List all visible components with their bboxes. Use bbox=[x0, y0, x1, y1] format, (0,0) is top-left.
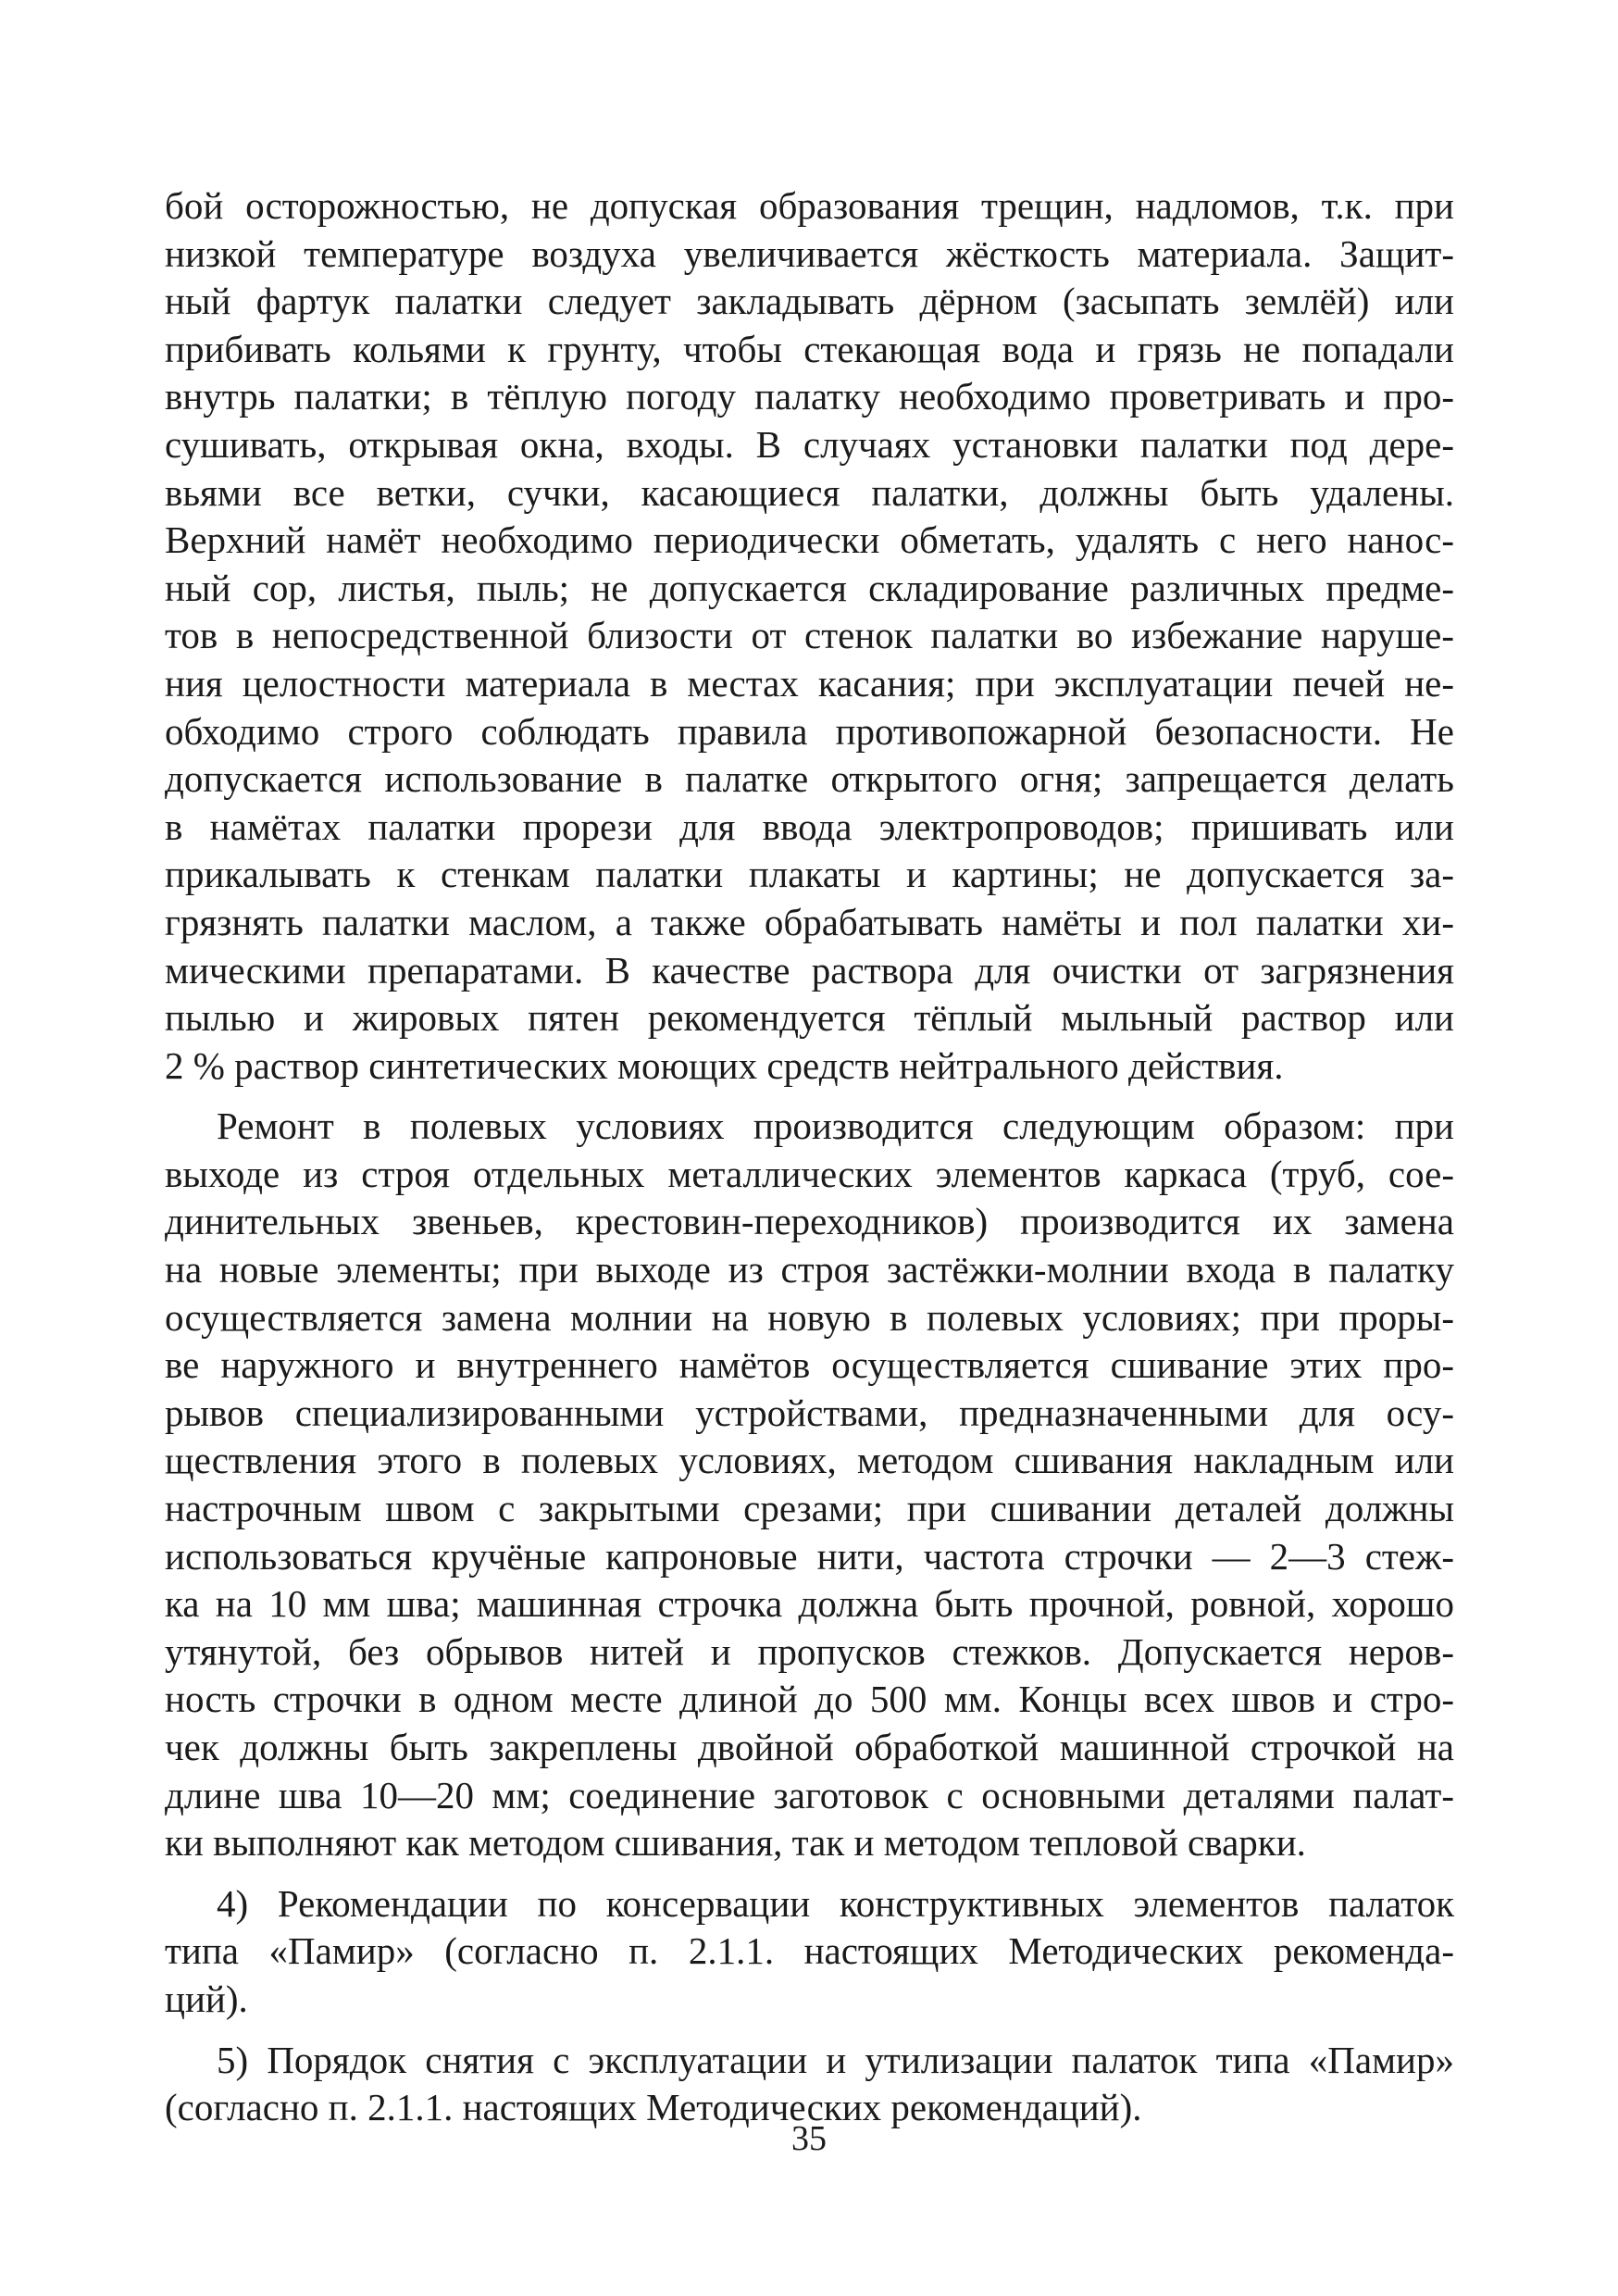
text-line: бой осторожностью, не допуская образования трещин, надломов, т.к. при bbox=[165, 184, 1454, 227]
text-line: ный сор, листья, пыль; не допускается складирование различных предме- bbox=[165, 566, 1454, 609]
text-line: низкой температуре воздуха увеличивается жёсткость материала. Защит- bbox=[165, 231, 1454, 275]
text-line: Ремонт в полевых условиях производится следующим образом: при bbox=[217, 1104, 1454, 1148]
text-line: прибивать кольями к грунту, чтобы стекающая вода и грязь не попадали bbox=[165, 327, 1454, 370]
text-line: типа «Памир» (согласно п. 2.1.1. настоящих Методических рекоменда- bbox=[165, 1929, 1454, 1973]
paragraph-tent-care bbox=[165, 182, 1454, 1090]
text-line: Верхний намёт необходимо периодически обметать, удалять с него нанос- bbox=[165, 518, 1454, 562]
text-line: чек должны быть закреплены двойной обработкой машинной строчкой на bbox=[165, 1726, 1454, 1768]
text-line: 2 % раствор синтетических моющих средств нейтрального действия. bbox=[165, 1043, 1284, 1087]
text-line: в намётах палатки прорези для ввода электропроводов; пришивать или bbox=[165, 805, 1454, 848]
text-line: допускается использование в палатке открытого огня; запрещается делать bbox=[165, 757, 1454, 801]
text-line: выходе из строя отдельных металлических элементов каркаса (труб, сое- bbox=[165, 1152, 1454, 1195]
text-line: длине шва 10—20 мм; соединение заготовок с основными деталями палат- bbox=[165, 1773, 1454, 1816]
text-line: ния целостности материала в местах касания; при эксплуатации печей не- bbox=[165, 661, 1454, 705]
text-line: утянутой, без обрывов нитей и пропусков стежков. Допускается неров- bbox=[165, 1629, 1454, 1673]
text-line: 5) Порядок снятия с эксплуатации и утилизации палаток типа «Памир» bbox=[217, 2038, 1454, 2081]
text-line: сушивать, открывая окна, входы. В случаях установки палатки под дере- bbox=[165, 422, 1454, 466]
text-line: обходимо строго соблюдать правила противопожарной безопасности. Не bbox=[165, 709, 1454, 753]
text-line: использоваться кручёные капроновые нити, частота строчки — 2—3 стеж- bbox=[165, 1534, 1454, 1578]
text-line: ность строчки в одном месте длиной до 500 мм. Концы всех швов и стро- bbox=[165, 1678, 1454, 1721]
text-line: пылью и жировых пятен рекомендуется тёплый мыльный раствор или bbox=[165, 996, 1454, 1040]
text-line: ки выполняют как методом сшивания, так и методом тепловой сварки. bbox=[165, 1821, 1306, 1865]
paragraph-item-4 bbox=[165, 1880, 1454, 2024]
text-line: настрочным швом с закрытыми срезами; при сшивании деталей должны bbox=[165, 1487, 1454, 1530]
text-line: ка на 10 мм шва; машинная строчка должна быть прочной, ровной, хорошо bbox=[165, 1582, 1454, 1626]
text-line: на новые элементы; при выходе из строя застёжки-молнии входа в палатку bbox=[165, 1248, 1454, 1292]
text-line: ществления этого в полевых условиях, методом сшивания накладным или bbox=[165, 1439, 1454, 1482]
text-line: осуществляется замена молнии на новую в полевых условиях; при проры- bbox=[165, 1295, 1454, 1339]
text-line: ный фартук палатки следует закладывать дёрном (засыпать землёй) или bbox=[165, 280, 1454, 323]
text-line: вьями все ветки, сучки, касающиеся палатки, должны быть удалены. bbox=[165, 470, 1454, 514]
text-line: внутрь палатки; в тёплую погоду палатку необходимо проветривать и про- bbox=[165, 375, 1454, 418]
text-line: (согласно п. 2.1.1. настоящих Методических рекомендаций). bbox=[165, 2086, 1142, 2129]
text-line: динительных звеньев, крестовин-переходников) производится их замена bbox=[165, 1200, 1454, 1243]
text-line: рывов специализированными устройствами, предназначенными для осу- bbox=[165, 1391, 1454, 1434]
text-line: грязнять палатки маслом, а также обрабатывать намёты и пол палатки хи- bbox=[165, 900, 1454, 943]
text-line: ве наружного и внутреннего намётов осуществляется сшивание этих про- bbox=[165, 1343, 1454, 1387]
paragraph-field-repair bbox=[165, 1103, 1454, 1867]
text-line: тов в непосредственной близости от стенок палатки во избежание наруше- bbox=[165, 614, 1454, 657]
text-line: 4) Рекомендации по консервации конструктивных элементов палаток bbox=[217, 1881, 1454, 1925]
text-line: ций). bbox=[165, 1977, 248, 2020]
text-line: прикалывать к стенкам палатки плакаты и картины; не допускается за- bbox=[165, 853, 1454, 896]
body-text bbox=[165, 182, 1454, 2132]
text-line: мическими препаратами. В качестве раствора для очистки от загрязнения bbox=[165, 948, 1454, 992]
page-number: 35 bbox=[791, 2119, 827, 2158]
